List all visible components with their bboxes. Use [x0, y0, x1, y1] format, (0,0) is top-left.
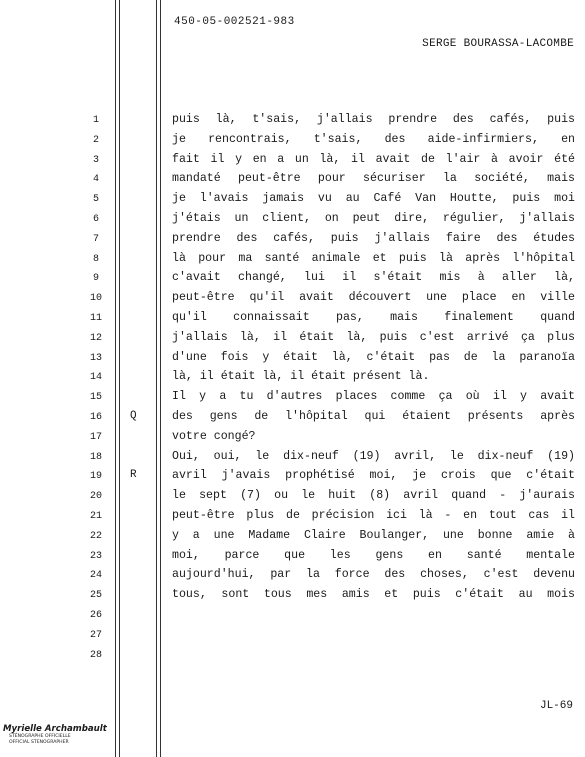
- witness-name: SERGE BOURASSA-LACOMBE: [422, 38, 574, 50]
- margin-rule-2: [119, 0, 120, 757]
- transcript-line: aujourd'hui, par la force des choses, c'est devenu: [172, 568, 575, 582]
- transcript-line: puis là, t'sais, j'allais prendre des cafés, puis: [172, 113, 575, 126]
- line-number: 15: [89, 392, 102, 404]
- transcript-line: avril j'avais prophétisé moi, je crois que c'était: [172, 469, 575, 483]
- transcript-line: y a une Madame Claire Boulanger, une bonne amie à: [172, 528, 575, 542]
- transcript-line: là, il était là, il était présent là.: [172, 370, 430, 384]
- transcript-line: je rencontrais, t'sais, des aide-infirmiers, en: [172, 132, 575, 146]
- transcript-line: le sept (7) ou le huit (8) avril quand - j'aurais: [172, 489, 575, 503]
- transcript-line: peut-être qu'il avait découvert une place en ville: [172, 291, 575, 305]
- line-number: 24: [89, 570, 102, 582]
- line-number: 16: [89, 411, 102, 423]
- transcript-line: prendre des cafés, puis j'allais faire des études: [172, 231, 575, 245]
- answer-marker: R: [130, 469, 137, 481]
- line-number: 9: [92, 273, 99, 285]
- line-number: 8: [92, 253, 99, 265]
- transcript-line: je l'avais jamais vu au Café Van Houtte, puis moi: [172, 192, 575, 206]
- transcript-line: mandaté peut-être pour sécuriser la société, mais: [172, 172, 575, 186]
- line-number: 19: [89, 471, 102, 483]
- line-number: 12: [89, 332, 102, 344]
- line-number: 26: [89, 609, 102, 621]
- line-number: 14: [89, 372, 102, 384]
- transcript-line: peut-être plus de précision ici là - en tout cas il: [172, 508, 575, 522]
- line-number: 7: [92, 233, 99, 245]
- line-number: 17: [89, 431, 102, 443]
- transcript-line: c'avait changé, lui il s'était mis à aller là,: [172, 271, 575, 285]
- margin-rule-4: [160, 0, 161, 757]
- stenographer-logo: [3, 724, 111, 746]
- line-numbers: [82, 111, 110, 665]
- transcript-line: j'étais un client, on peut dire, régulier, j'allais: [172, 211, 575, 225]
- margin-rule-3: [156, 0, 157, 757]
- transcript-line: d'une fois y était là, c'était pas de la paranoïa: [172, 350, 575, 364]
- stenographer-name: Myrielle Archambault: [3, 724, 107, 734]
- transcript-line: j'allais là, il était là, puis c'est arrivé ça plus: [172, 330, 575, 344]
- transcript-line: des gens de l'hôpital qui étaient présents après: [172, 409, 575, 423]
- line-number: 2: [92, 134, 99, 146]
- question-marker: Q: [130, 410, 137, 422]
- line-number: 25: [89, 590, 102, 602]
- line-number: 1: [92, 115, 99, 126]
- line-number: 22: [89, 530, 102, 542]
- stenographer-title-en: OFFICIAL STENOGRAPHER: [9, 740, 69, 745]
- transcript-line: qu'il connaissait pas, mais finalement quand: [172, 310, 575, 324]
- line-number: 5: [92, 194, 99, 206]
- line-number: 28: [89, 649, 102, 661]
- margin-rule-1: [115, 0, 116, 757]
- stenographer-title-fr: STÉNOGRAPHE OFFICIELLE: [9, 734, 71, 739]
- transcript-line: Il y a tu d'autres places comme ça où il y avait: [172, 390, 575, 404]
- transcript-line: votre congé?: [172, 429, 256, 443]
- transcript-line: là pour ma santé animale et puis là après l'hôpital: [172, 251, 575, 265]
- line-number: 6: [92, 213, 99, 225]
- line-number: 10: [89, 293, 102, 305]
- line-number: 11: [89, 312, 102, 324]
- case-number: 450-05-002521-983: [174, 16, 295, 28]
- line-number: 20: [89, 491, 102, 503]
- transcript-line: fait il y en a un là, il avait de l'air à avoir été: [172, 152, 575, 166]
- transcript-line: tous, sont tous mes amis et puis c'était au mois: [172, 588, 575, 602]
- line-number: 3: [92, 154, 99, 166]
- line-number: 18: [89, 451, 102, 463]
- transcript-line: Oui, oui, le dix-neuf (19) avril, le dix-neuf (19): [172, 449, 575, 463]
- transcript-body: [172, 110, 575, 605]
- line-number: 13: [89, 352, 102, 364]
- line-number: 21: [89, 510, 102, 522]
- page-reference: JL-69: [539, 700, 573, 712]
- line-number: 27: [89, 629, 102, 641]
- line-number: 4: [92, 174, 99, 186]
- transcript-line: moi, parce que les gens en santé mentale: [172, 548, 575, 562]
- line-number: 23: [89, 550, 102, 562]
